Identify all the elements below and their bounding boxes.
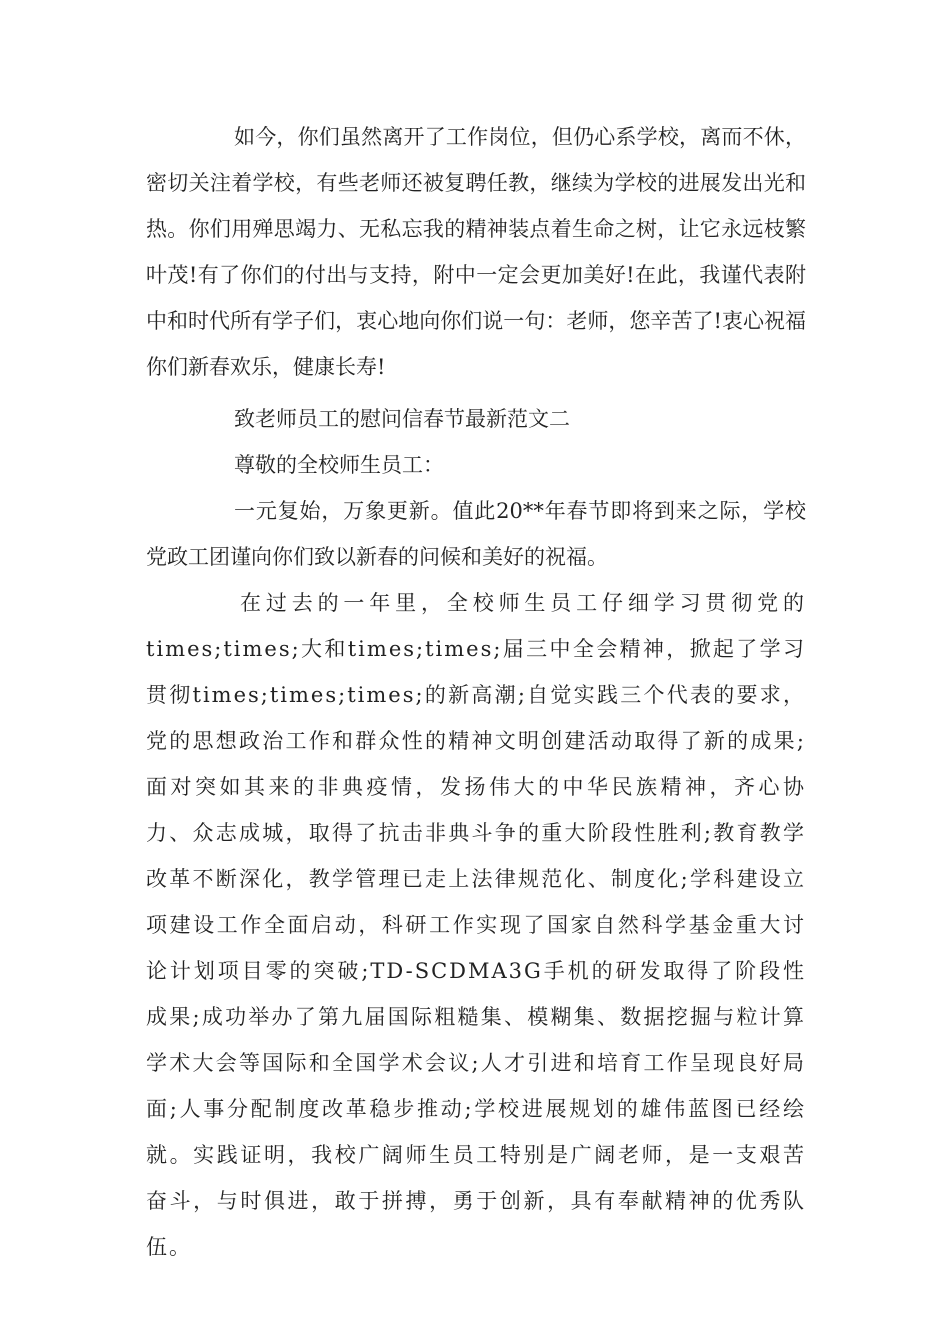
paragraph-farewell: 如今，你们虽然离开了工作岗位，但仍心系学校，离而不休，密切关注着学校，有些老师还被复聘任教，继续为学校的进展发出光和热。你们用殚思竭力、无私忘我的精神装点着生命之树，让它永远枝繁叶茂!有了你们的付出与支持，附中一定会更加美好!在此，我谨代表附中和时代所有学子们，衷心地向你们说一句：老师，您辛苦了!衷心祝福你们新春欢乐，健康长寿!: [146, 125, 806, 379]
paragraph-new-year: 一元复始，万象更新。值此20**年春节即将到来之际，学校党政工团谨向你们致以新春的问候和美好的祝福。: [146, 499, 806, 569]
document-body: [146, 114, 806, 1270]
paragraph-year-review: 在过去的一年里，全校师生员工仔细学习贯彻党的times;times;大和times;times;届三中全会精神，掀起了学习贯彻times;times;times;的新高潮;自觉实践三个代表的要求，党的思想政治工作和群众性的精神文明创建活动取得了新的成果;面对突如其来的非典疫情，发扬伟大的中华民族精神，齐心协力、众志成城，取得了抗击非典斗争的重大阶段性胜利;教育教学改革不断深化，教学管理已走上法律规范化、制度化;学科建设立项建设工作全面启动，科研工作实现了国家自然科学基金重大讨论计划项目零的突破;TD-SCDMA3G手机的研发取得了阶段性成果;成功举办了第九届国际粗糙集、模糊集、数据挖掘与粒计算学术大会等国际和全国学术会议;人才引进和培育工作呈现良好局面;人事分配制度改革稳步推动;学校进展规划的雄伟蓝图已经绘就。实践证明，我校广阔师生员工特别是广阔老师，是一支艰苦奋斗，与时俱进，敢于拼搏，勇于创新，具有奉献精神的优秀队伍。: [146, 591, 806, 1259]
section-title: 致老师员工的慰问信春节最新范文二: [234, 407, 570, 431]
salutation: 尊敬的全校师生员工：: [234, 453, 444, 477]
